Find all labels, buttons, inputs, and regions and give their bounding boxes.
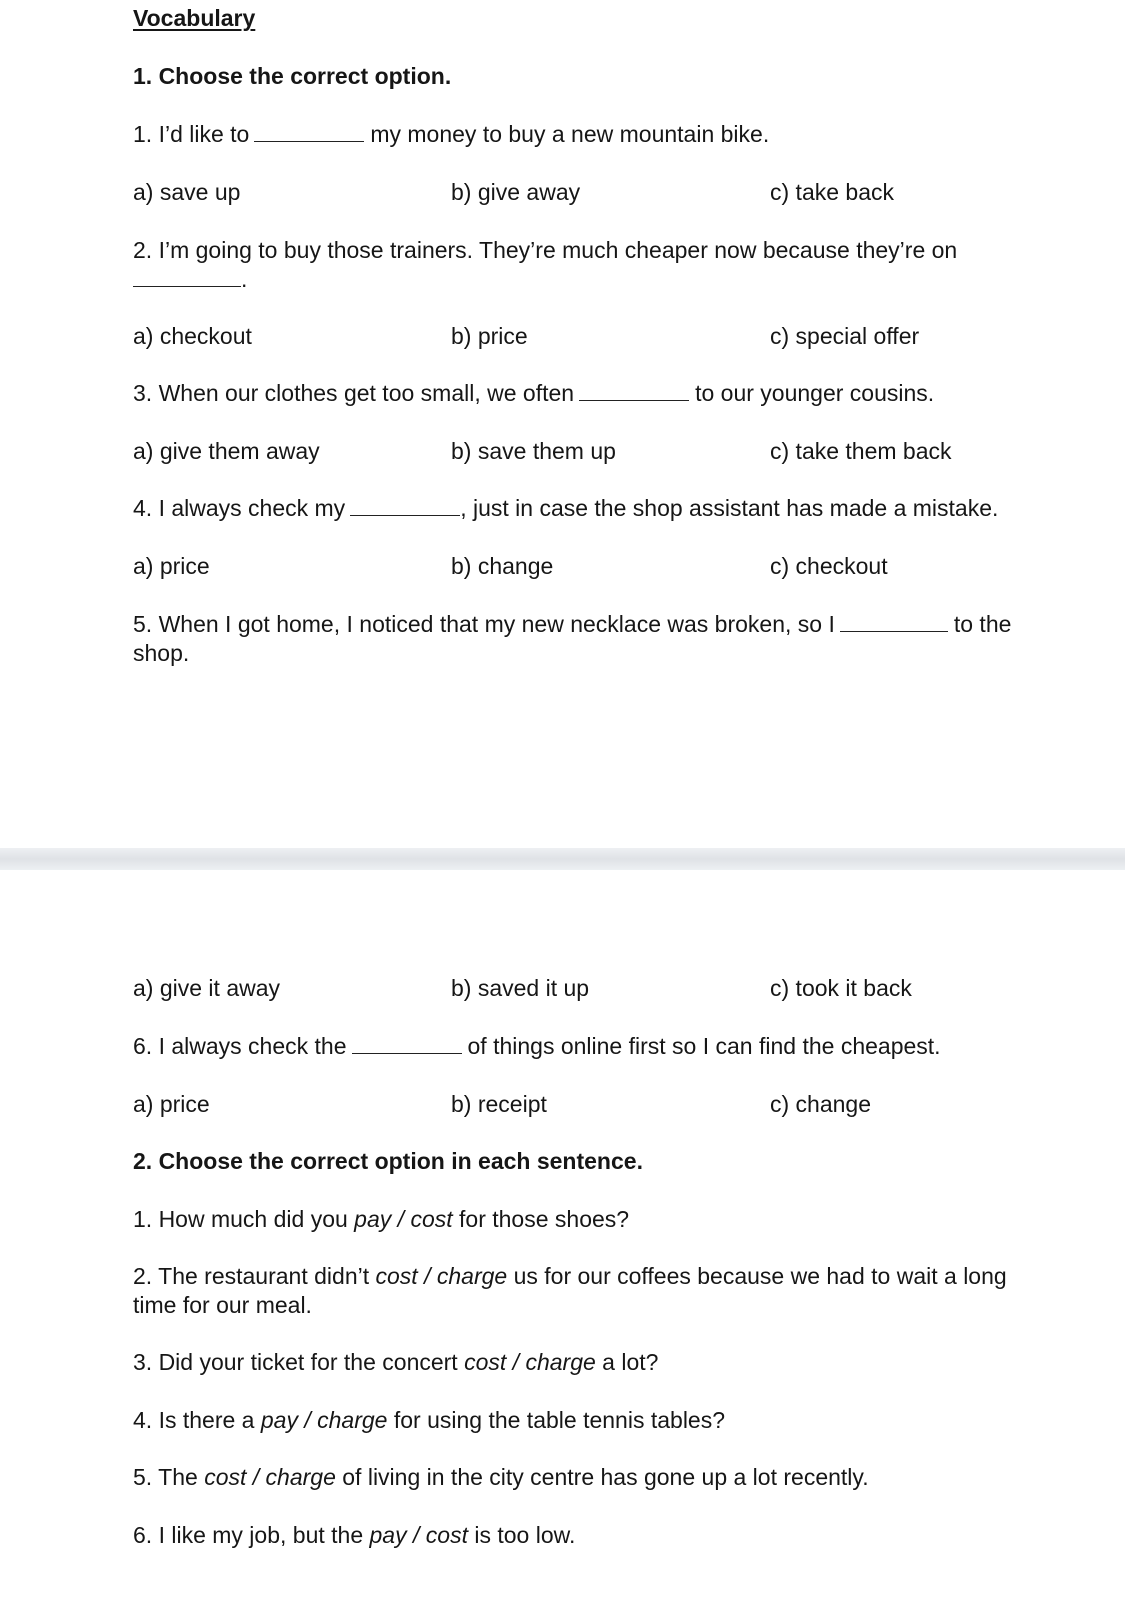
page-title: Vocabulary <box>133 5 256 31</box>
sentence-text: 6. I like my job, but the <box>133 1522 370 1548</box>
option-c: c) take back <box>770 179 894 205</box>
sentence-text: 3. Did your ticket for the concert <box>133 1349 465 1375</box>
choice-separator: / <box>406 1522 426 1548</box>
option-a: a) checkout <box>133 323 252 349</box>
question-text: 1. I’d like to <box>133 121 250 147</box>
answer-blank <box>352 1035 462 1054</box>
question-text: 6. I always check the <box>133 1033 347 1059</box>
sentence-text: 5. The <box>133 1464 205 1490</box>
question-text: . <box>241 266 248 292</box>
option-a: a) give it away <box>133 975 281 1001</box>
question-4 <box>133 494 998 522</box>
answer-blank <box>254 123 364 142</box>
choice-option: cost <box>464 1349 507 1375</box>
choice-option: cost <box>375 1263 418 1289</box>
answer-blank <box>840 613 948 632</box>
question-text: my money to buy a new mountain bike. <box>370 121 770 147</box>
sentence-2 <box>133 1262 1007 1290</box>
sentence-text: 1. How much did you <box>133 1206 355 1232</box>
choice-option: pay <box>369 1522 407 1548</box>
option-a: a) save up <box>133 179 241 205</box>
section-2-heading: 2. Choose the correct option in each sentence. <box>133 1148 643 1174</box>
sentence-text: 2. The restaurant didn’t <box>133 1263 376 1289</box>
option-c: c) took it back <box>770 975 912 1001</box>
option-b: b) give away <box>451 179 581 205</box>
question-text: 3. When our clothes get too small, we often <box>133 380 575 406</box>
sentence-text: 4. Is there a <box>133 1407 261 1433</box>
option-b: b) save them up <box>451 438 616 464</box>
option-c: c) take them back <box>770 438 952 464</box>
choice-separator: / <box>246 1464 266 1490</box>
question-5-line-2: shop. <box>133 640 190 666</box>
question-2-line-2 <box>133 265 247 293</box>
choice-option: charge <box>436 1263 508 1289</box>
answer-blank <box>350 497 460 516</box>
sentence-2-line-2: time for our meal. <box>133 1292 312 1318</box>
sentence-text: us for our coffees because we had to wait a long <box>507 1263 1007 1289</box>
option-b: b) receipt <box>451 1091 547 1117</box>
option-a: a) give them away <box>133 438 320 464</box>
question-5 <box>133 610 1011 638</box>
sentence-text: a lot? <box>595 1349 659 1375</box>
sentence-4 <box>133 1406 725 1434</box>
question-text: of things online first so I can find the cheapest. <box>467 1033 941 1059</box>
question-text: to our younger cousins. <box>695 380 935 406</box>
sentence-5 <box>133 1463 869 1491</box>
page-divider <box>0 848 1125 870</box>
sentence-text: is too low. <box>467 1522 576 1548</box>
answer-blank <box>133 268 241 287</box>
answer-blank <box>579 382 689 401</box>
sentence-3 <box>133 1348 658 1376</box>
choice-separator: / <box>391 1206 411 1232</box>
question-3 <box>133 379 934 407</box>
option-c: c) checkout <box>770 553 888 579</box>
option-b: b) price <box>451 323 528 349</box>
choice-option: pay <box>260 1407 298 1433</box>
option-a: a) price <box>133 1091 210 1117</box>
question-6 <box>133 1032 941 1060</box>
choice-option: cost <box>425 1522 468 1548</box>
option-b: b) saved it up <box>451 975 590 1001</box>
question-text: , just in case the shop assistant has made a mistake. <box>460 495 999 521</box>
question-text: 4. I always check my <box>133 495 346 521</box>
sentence-text: of living in the city centre has gone up a lot recently. <box>335 1464 869 1490</box>
choice-option: charge <box>265 1464 336 1490</box>
choice-option: cost <box>204 1464 247 1490</box>
section-1-heading: 1. Choose the correct option. <box>133 63 452 89</box>
option-b: b) change <box>451 553 554 579</box>
choice-option: charge <box>317 1407 388 1433</box>
choice-option: cost <box>410 1206 453 1232</box>
choice-separator: / <box>297 1407 318 1433</box>
choice-option: charge <box>525 1349 596 1375</box>
sentence-1 <box>133 1205 629 1233</box>
sentence-text: for using the table tennis tables? <box>387 1407 726 1433</box>
sentence-text: for those shoes? <box>452 1206 630 1232</box>
question-2: 2. I’m going to buy those trainers. They’re much cheaper now because they’re on <box>133 237 958 263</box>
choice-option: pay <box>354 1206 392 1232</box>
option-c: c) change <box>770 1091 872 1117</box>
choice-separator: / <box>506 1349 526 1375</box>
sentence-6 <box>133 1521 575 1549</box>
option-c: c) special offer <box>770 323 920 349</box>
question-1 <box>133 120 769 148</box>
question-text: to the <box>953 611 1012 637</box>
choice-separator: / <box>417 1263 437 1289</box>
option-a: a) price <box>133 553 210 579</box>
question-text: 5. When I got home, I noticed that my new necklace was broken, so I <box>133 611 835 637</box>
